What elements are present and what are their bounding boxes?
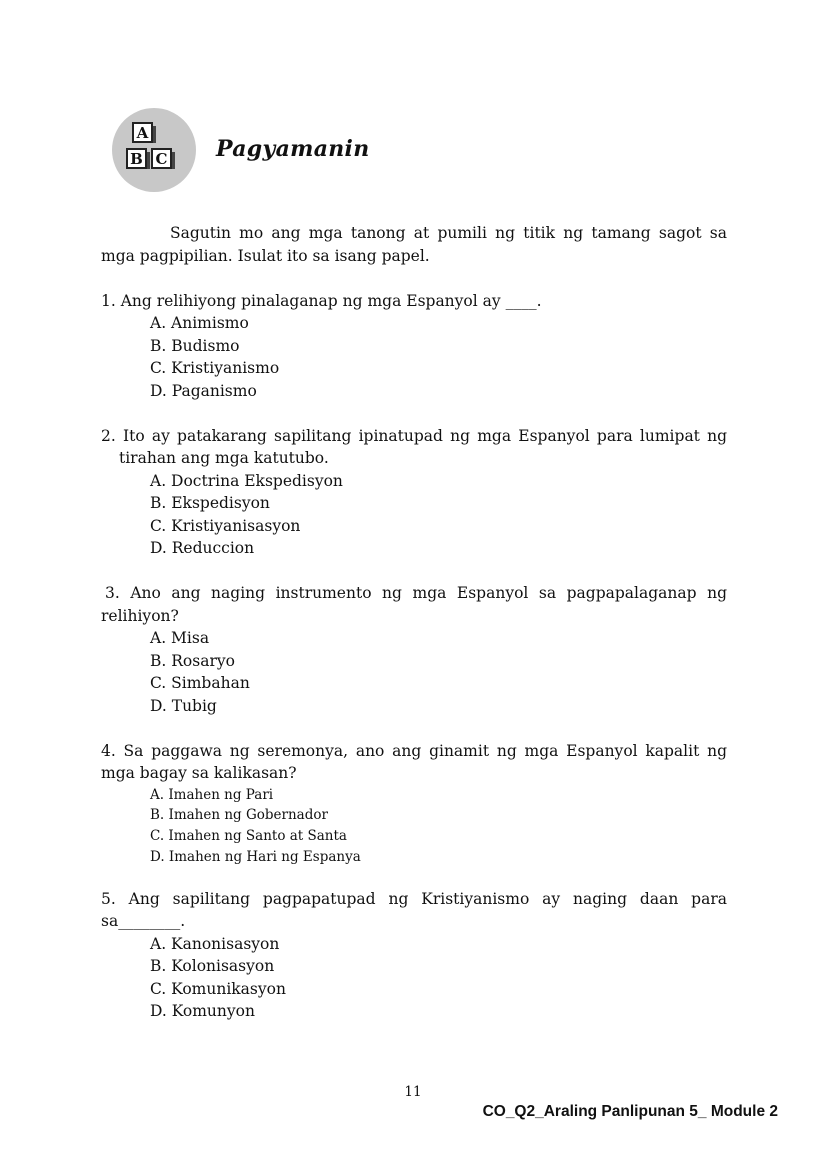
abc-blocks-icon: [112, 108, 196, 192]
question-4-line-1: 4. Sa paggawa ng seremonya, ano ang ginamit ng mga Espanyol kapalit ng: [101, 742, 727, 760]
q2-option-b: B. Ekspedisyon: [150, 494, 270, 512]
q2-option-a: A. Doctrina Ekspedisyon: [150, 472, 343, 490]
q2-option-d: D. Reduccion: [150, 539, 255, 557]
q4-option-b: B. Imahen ng Gobernador: [150, 807, 328, 823]
question-3-line-1: 3. Ano ang naging instrumento ng mga Espanyol sa pagpapalaganap ng: [105, 584, 727, 602]
q4-option-c: C. Imahen ng Santo at Santa: [150, 828, 347, 844]
q1-option-b: B. Budismo: [150, 337, 240, 355]
q3-option-c: C. Simbahan: [150, 674, 250, 692]
q1-option-d: D. Paganismo: [150, 382, 257, 400]
q4-option-d: D. Imahen ng Hari ng Espanya: [150, 849, 361, 865]
q3-option-d: D. Tubig: [150, 697, 217, 715]
instructions-line-2: mga pagpipilian. Isulat ito sa isang papel.: [101, 247, 430, 265]
q3-option-a: A. Misa: [150, 629, 210, 647]
module-label: CO_Q2_Araling Panlipunan 5_ Module 2: [482, 1103, 778, 1120]
question-4-line-2: mga bagay sa kalikasan?: [101, 764, 297, 782]
question-3-line-2: relihiyon?: [101, 607, 179, 625]
q5-option-b: B. Kolonisasyon: [150, 957, 275, 975]
block-c: C: [151, 148, 172, 169]
q1-option-a: A. Animismo: [150, 314, 249, 332]
q2-option-c: C. Kristiyanisasyon: [150, 517, 301, 535]
q4-option-a: A. Imahen ng Pari: [150, 787, 274, 803]
q5-option-c: C. Komunikasyon: [150, 980, 286, 998]
page-number: 11: [404, 1084, 422, 1100]
question-2-line-1: 2. Ito ay patakarang sapilitang ipinatupad ng mga Espanyol para lumipat ng: [101, 427, 727, 445]
block-a: A: [132, 122, 153, 143]
q1-option-c: C. Kristiyanismo: [150, 359, 280, 377]
section-title: Pagyamanin: [216, 136, 370, 162]
q5-option-a: A. Kanonisasyon: [150, 935, 280, 953]
question-5-line-2: sa________.: [101, 912, 186, 930]
block-b: B: [126, 148, 147, 169]
instructions-line-1: Sagutin mo ang mga tanong at pumili ng titik ng tamang sagot sa: [170, 224, 727, 242]
question-1: 1. Ang relihiyong pinalaganap ng mga Espanyol ay ____.: [101, 292, 542, 310]
question-2-line-2: tirahan ang mga katutubo.: [119, 449, 329, 467]
question-5-line-1: 5. Ang sapilitang pagpapatupad ng Kristiyanismo ay naging daan para: [101, 890, 727, 908]
q5-option-d: D. Komunyon: [150, 1002, 255, 1020]
q3-option-b: B. Rosaryo: [150, 652, 235, 670]
